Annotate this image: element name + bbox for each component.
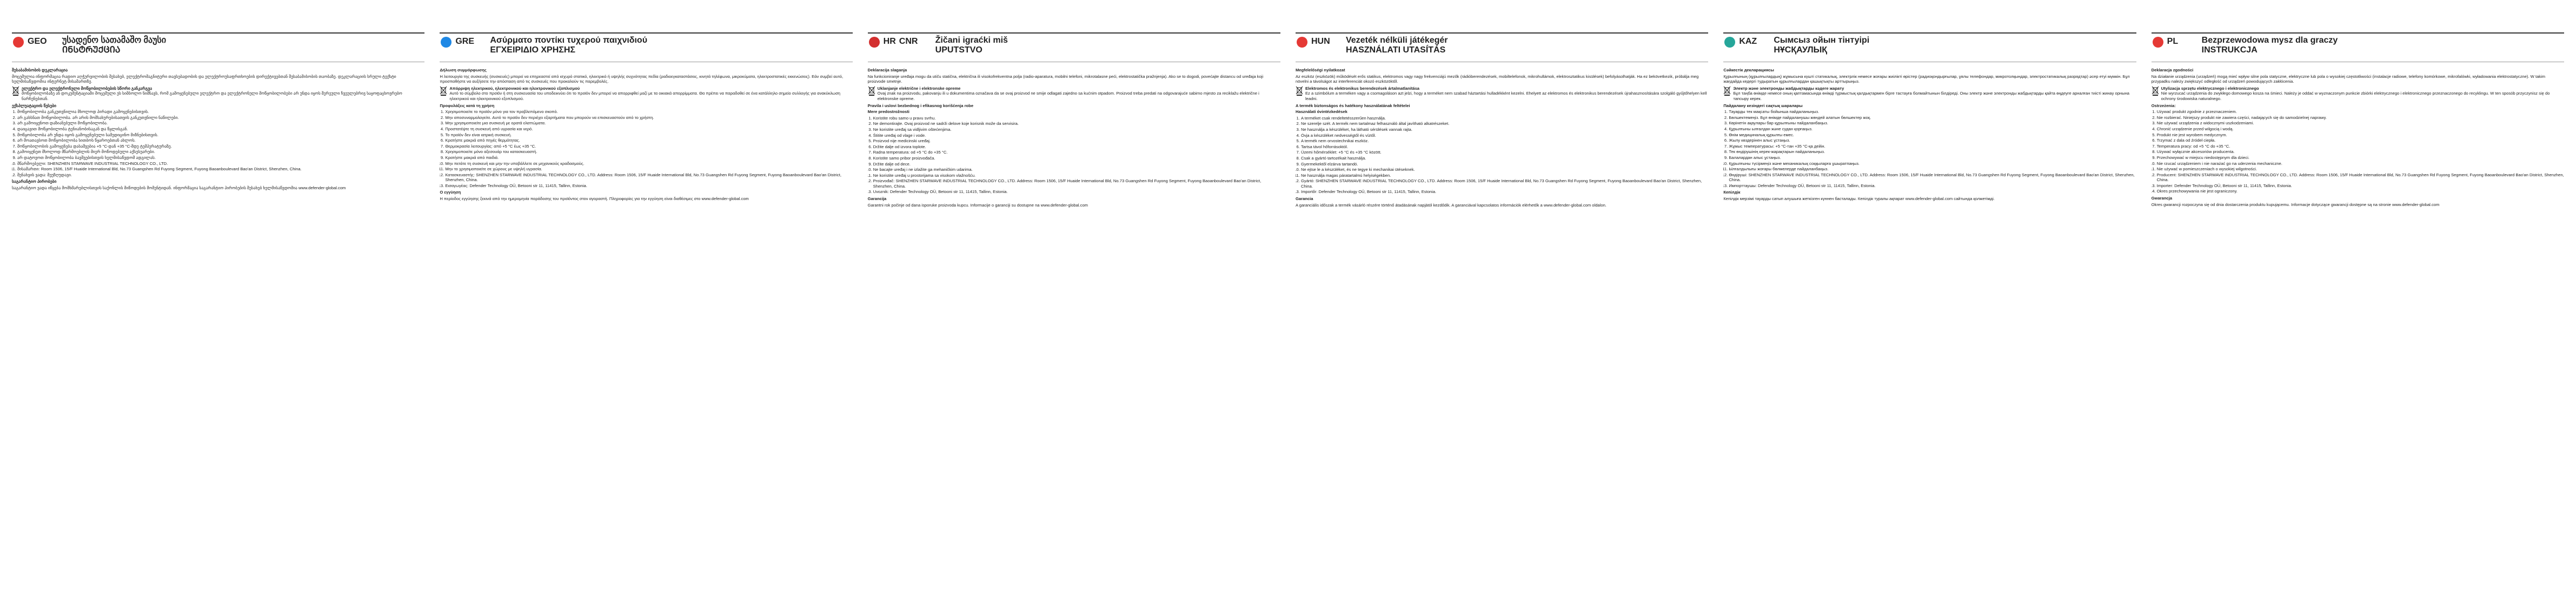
crossed-bin-icon [1296, 86, 1303, 96]
list-item: 6. Držite dalje od izvora toplote. [873, 144, 1280, 150]
paragraph: Garantni rok počinje od dana isporuke proizvoda kupcu. Informacije o garanciji su dostupne na www.defender-global.com [867, 202, 1088, 208]
flag-icon [1297, 37, 1307, 48]
product-title: Ασύρματο ποντίκι τυχερού παιχνιδιού [490, 36, 648, 45]
list-item: 5. Το προϊόν δεν είναι ιατρική συσκευή. [445, 132, 852, 138]
list-item: 12. Gyártó: SHENZHEN STARWAVE INDUSTRIAL TECHNOLOGY CO., LTD. Address: Room 1506, 15/F Huaide International Bld, No.73 Guangshen Rd Fuyong Segment, Fuyong Baoanboulevard Bao'an District, Shenzhen, China. [1301, 178, 1708, 189]
section-heading: Garancia [1295, 196, 1313, 202]
language-code [1311, 36, 1346, 46]
paragraph: Құрылғының (құрылғылардың) жұмысына күшті статикалық, электрлік немесе жоғары жиілікті өрістер (радиоқондырғылар, ұялы телефондар, микротолқындар, электростатикалық разрядтар) әсер етуі мүмкін. Бұл жағдайда кедергі тудыратын құрылғылардан қашықтықты арттырыңыз. [1723, 74, 2130, 84]
precautions-list [1296, 116, 1708, 195]
column-header [12, 34, 424, 62]
list-item: 10. Құрылғыны түсірмеңіз және механикалық соққыларға ұшыратпаңыз. [1729, 161, 2136, 167]
precautions-list [440, 109, 852, 188]
crossed-bin-icon [2152, 86, 2159, 96]
section-heading: Gwarancja [2151, 196, 2173, 201]
list-item: 2. არ გახსნათ მოწყობილობა. არ არის მომსახურებისათვის განკუთვნილი ნაწილები. [17, 115, 424, 121]
section-heading: A termék biztonságos és hatékony használatának feltételei [1295, 103, 1410, 108]
paragraph: A garanciális időszak a termék vásárló részére történő átadásának napjától kezdődik. A garanciával kapcsolatos információk elérhetők a www.defender-global.com oldalon. [1295, 202, 1606, 208]
notice-text: Бұл таңба өнімде немесе оның қаптамасында өнімді тұрмыстық қалдықтармен бірге тастауға болмайтынын білдіреді. Оны электр және электронды жабдықтарды қайта өңдеуге арналған тиісті жинау орнына тапсыру керек. [1733, 91, 2129, 101]
section-heading: Ostrzeżenia: [2151, 103, 2176, 108]
section-heading: Mere predostrožnosti [867, 109, 909, 115]
list-item: 10. Ne bacajte uređaj i ne izlažite ga mehaničkim udarima. [873, 167, 1280, 172]
notice-title: Απόρριψη ηλεκτρικού, ηλεκτρονικού και ηλεκτρονικού εξοπλισμού [449, 85, 580, 91]
list-item: 11. Ылғалдылығы жоғары бөлмелерде пайдаланбаңыз. [1729, 167, 2136, 172]
column-body [868, 62, 1280, 208]
paragraph: Okres gwarancji rozpoczyna się od dnia dostarczenia produktu kupującemu. Informacje dotyczące gwarancji dostępne są na stronie www.defender-global.com [2151, 202, 2440, 207]
list-item: 5. Proizvod nije medicinski uređaj. [873, 138, 1280, 144]
paragraph: მოცემულია ინფორმაცია რადიო აღჭურვილობის შესახებ, ელექტრომაგნიტური თავსებადობის და ელექტროუსაფრთხოების დირექტივებთან შესაბამისობის თაობაზე. დეკლარაციის სრული ტექსტი ხელმისაწვდომია ინტერნეტ მისამართზე. [12, 74, 396, 84]
paragraph: Na działanie urządzenia (urządzeń) mogą mieć wpływ silne pola statyczne, elektryczne lub pola o wysokiej częstotliwości (instalacje radiowe, telefony komórkowe, mikrofalówki, wyładowania elektrostatyczne). W takim przypadku należy zwiększyć odległość od urządzeń powodujących zakłócenia. [2151, 74, 2546, 84]
section-heading: Ο εγγύηση [440, 190, 461, 195]
notice-title: Электр және электронды жабдықтарды кәдеге жарату [1733, 85, 1844, 91]
section-heading: Deklaracja zgodności [2151, 68, 2194, 72]
list-item: 11. Μην το χρησιμοποιείτε σε χώρους με υψηλή υγρασία. [445, 167, 852, 172]
precautions-list [1723, 109, 2136, 188]
language-code [2167, 36, 2202, 46]
column-header [440, 34, 852, 62]
list-item: 12. Κατασκευαστής: SHENZHEN STARWAVE INDUSTRIAL TECHNOLOGY CO., LTD. Address: Room 1506, 15/F Huaide International Bld, No.73 Guangshen Rd Fuyong Segment, Fuyong Baoanboulevard Bao'an District, Shenzhen, China. [445, 172, 852, 183]
section-heading: Használati óvintézkedések [1295, 109, 1347, 115]
product-title: Žičani igraćki miš [935, 36, 1008, 45]
language-column [1723, 32, 2136, 594]
disposal-notice [12, 86, 424, 102]
flag-icon [2153, 37, 2163, 48]
column-body [440, 62, 852, 202]
list-item: 9. Κρατήστε μακριά από παιδιά. [445, 155, 852, 161]
list-item: 2. Nie rozbierać. Niniejszy produkt nie zawiera części, nadających się do samodzielnej naprawy. [2157, 115, 2564, 121]
product-title: Bezprzewodowa mysz dla graczy [2201, 36, 2338, 45]
column-body [1723, 62, 2136, 202]
product-titles [935, 36, 1008, 55]
list-item: 4. Štitite uređaj od vlage i vode. [873, 133, 1280, 138]
precautions-list [2152, 109, 2564, 194]
manual-title: ᲘᲜᲡᲢᲠᲣᲥᲪᲘᲐ [62, 45, 121, 55]
section-heading: შესაბამისობის დეკლარაცია [12, 68, 68, 72]
list-item: 8. Тек өндірушінің керек-жарақтарын пайдаланыңыз. [1729, 149, 2136, 155]
list-item: 14. Okres przechowywania nie jest ograniczony. [2157, 189, 2564, 194]
crossed-bin-icon [12, 86, 19, 96]
notice-text: Ez a szimbólum a terméken vagy a csomagoláson azt jelzi, hogy a terméket nem szabad háztartási hulladékként kezelni. Ehelyett az elektromos és elektronikus berendezések újrahasznosítására szolgáló gyűjtőhelyen kell leadni. [1305, 91, 1707, 101]
list-item: 5. Produkt nie jest wyrobem medycznym. [2157, 132, 2564, 138]
language-code-text: HUN [1311, 37, 1330, 46]
list-item: 1. Χρησιμοποιείτε το προϊόν μόνο για τον προβλεπόμενο σκοπό. [445, 109, 852, 115]
flag-icon [1724, 37, 1735, 48]
list-item: 2. Бөлшектемеңіз. Бұл өнімде пайдаланушы жөндей алатын бөлшектер жоқ. [1729, 115, 2136, 121]
paragraph: Η λειτουργία της συσκευής (συσκευές) μπορεί να επηρεαστεί από ισχυρό στατικό, ηλεκτρικό ή υψηλής συχνότητας πεδία (ραδιοεγκαταστάσεις, κινητά τηλέφωνα, μικροκύματα, ηλεκτροστατικές εκκενώσεις). Εάν συμβεί αυτό, προσπαθήστε να αυξήσετε την απόσταση από τις συσκευές που προκαλούν τις παρεμβολές. [440, 74, 844, 84]
list-item: 4. Құрылғыны ылғалдан және судан қорғаңыз. [1729, 127, 2136, 132]
paragraph: Η περίοδος εγγύησης ξεκινά από την ημερομηνία παράδοσης του προϊόντος στον αγοραστή. Πληροφορίες για την εγγύηση είναι διαθέσιμες στο www.defender-global.com [440, 196, 749, 202]
list-item: 12. Producent: SHENZHEN STARWAVE INDUSTRIAL TECHNOLOGY CO., LTD. Address: Room 1506, 15/F Huaide International Bld, No.73 Guangshen Rd Fuyong Segment, Fuyong Baoanboulevard Bao'an District, Shenzhen, China. [2157, 172, 2564, 183]
list-item: 7. მოწყობილობის გამოყენება დასაშვებია +5 °C-დან +35 °C-მდე ტემპერატურაზე. [17, 144, 424, 149]
column-body [2152, 62, 2564, 207]
list-item: 3. არ გამოიყენოთ დაზიანებული მოწყობილობა. [17, 121, 424, 126]
disposal-notice [2152, 86, 2564, 102]
language-column [12, 32, 424, 594]
product-title: Vezeték nélküli játékegér [1345, 36, 1448, 45]
list-item: 6. Жылу көздерінен алыс ұстаңыз. [1729, 138, 2136, 143]
manual-title: UPUTSTVO [935, 45, 982, 55]
section-heading: Сәйкестік декларациясы [1723, 68, 1774, 72]
list-item: 8. Używać wyłącznie akcesoriów producenta. [2157, 149, 2564, 155]
list-item: 3. Көрінетін ақаулары бар құрылғыны пайдаланбаңыз. [1729, 121, 2136, 126]
language-code-text: HR [883, 37, 896, 46]
language-code [884, 36, 935, 46]
notice-text: Nie wyrzucać urządzenia do zwykłego domowego kosza na śmieci. Należy je oddać w wyznaczonym punkcie zbiórki elektrycznego i elektronicznego przeznaczonego do recyklingu. W ten sposób przyczynisz się do ochrony środowiska naturalnego. [2161, 91, 2550, 101]
flag-icon [13, 37, 24, 48]
paragraph: Кепілдік мерзімі тауарды сатып алушыға жеткізген күннен басталады. Кепілдік туралы ақпарат www.defender-global.com сайтында қолжетімді. [1723, 196, 1995, 202]
list-item: 13. Importőr: Defender Technology OÜ, Betooni str 11, 11415, Tallinn, Estonia. [1301, 189, 1708, 195]
column-header [1723, 34, 2136, 62]
list-item: 13. Uvoznik: Defender Technology OÜ, Betooni str 11, 11415, Tallinn, Estonia. [873, 189, 1280, 195]
notice-text: მოწყობილობაზე ან დოკუმენტაციაში მოცემული ეს სიმბოლო ნიშნავს, რომ გამოყენებული ელექტრო და ელექტრონული მოწყობილობები არ უნდა იყოს შერეული ჩვეულებრივ საყოფაცხოვრებო ნარჩენებთან. [22, 91, 402, 101]
precautions-list [868, 116, 1280, 195]
list-item: 7. Θερμοκρασία λειτουργίας: από +5 °C έως +35 °C. [445, 144, 852, 149]
list-item: 10. Μην πετάτε τη συσκευή και μην την υποβάλλετε σε μηχανικούς κραδασμούς. [445, 161, 852, 167]
product-titles [62, 36, 166, 55]
disposal-notice [1723, 86, 2136, 102]
list-item: 1. Koristite robu samo u pravu svrhu. [873, 116, 1280, 121]
column-body [12, 62, 424, 190]
list-item: 9. არ დატოვოთ მოწყობილობა ბავშვებისთვის ხელმისაწვდომ ადგილას. [17, 155, 424, 161]
list-item: 11. Ne koristite uređaj u prostorijama sa visokom vlažnošću. [873, 173, 1280, 178]
list-item: 7. Temperatura pracy: od +5 °C do +35 °C. [2157, 144, 2564, 149]
list-item: 8. გამოიყენეთ მხოლოდ მწარმოებლის მიერ მოწოდებული აქსესუარები. [17, 149, 424, 155]
list-item: 13. Importer: Defender Technology OÜ, Betooni str 11, 11415, Tallinn, Estonia. [2157, 183, 2564, 189]
list-item: 2. Ne demontirajte. Ovaj proizvod ne sadrži delove koje korisnik može da servisira. [873, 121, 1280, 127]
manual-title: HASZNÁLATI UTASÍTÁS [1345, 45, 1446, 55]
list-item: 4. Προστατέψτε τη συσκευή από υγρασία και νερό. [445, 127, 852, 132]
list-item: 4. Chronić urządzenie przed wilgocią i wodą. [2157, 127, 2564, 132]
section-heading: Pravila i uslovi bezbednog i efikasnog korišćenja robe [867, 103, 974, 108]
language-code-secondary: CNR [899, 37, 918, 46]
list-item: 2. Ne szerelje szét. A termék nem tartalmaz felhasználó által javítható alkatrészeket. [1301, 121, 1708, 127]
column-header [2152, 34, 2564, 62]
notice-title: Elektromos és elektronikus berendezések ártalmatlanítása [1305, 85, 1420, 91]
list-item: 12. შენახვის ვადა: შეუზღუდავი. [17, 172, 424, 178]
list-item: 1. მოწყობილობა განკუთვნილია მხოლოდ პირადი გამოყენებისთვის. [17, 109, 424, 115]
product-titles [2202, 36, 2338, 55]
section-heading: ექსპლუატაციის წესები [12, 103, 57, 108]
language-column [440, 32, 852, 594]
flag-icon [441, 37, 452, 48]
manual-title: ΕΓΧΕΙΡΙΔΙΟ ΧΡΗΣΗΣ [490, 45, 576, 55]
section-heading: Garancija [867, 196, 887, 202]
list-item: 5. Өнім медициналық құрылғы емес. [1729, 132, 2136, 138]
list-item: 10. მწარმოებელი: SHENZHEN STARWAVE INDUSTRIAL TECHNOLOGY CO., LTD. [17, 161, 424, 167]
flag-icon [869, 37, 880, 48]
language-code [1739, 36, 1774, 46]
manual-title: INSTRUKCJA [2201, 45, 2258, 55]
list-item: 13. Импорттаушы: Defender Technology OÜ, Betooni str 11, 11415, Tallinn, Estonia. [1729, 183, 2136, 189]
list-item: 3. Ne koristite uređaj sa vidljivim oštećenjima. [873, 127, 1280, 132]
section-heading: საგარანტიო პირობები [12, 179, 57, 184]
disposal-notice [440, 86, 852, 102]
list-item: 8. Csak a gyártó tartozékait használja. [1301, 156, 1708, 161]
list-item: 1. A terméket csak rendeltetésszerűen használja. [1301, 116, 1708, 121]
section-heading: Пайдалану кезіндегі сақтық шаралары [1723, 103, 1803, 108]
list-item: 8. Koristite samo pribor proizvođača. [873, 156, 1280, 161]
list-item: 4. Óvja a készüléket nedvességtől és víztől. [1301, 133, 1708, 138]
list-item: 9. Držite dalje od dece. [873, 162, 1280, 167]
language-column [868, 32, 1280, 594]
list-item: 7. Radna temperatura: od +5 °C do +35 °C. [873, 150, 1280, 155]
list-item: 5. A termék nem orvostechnikai eszköz. [1301, 138, 1708, 144]
list-item: 3. Nie używać urządzenia z widocznymi uszkodzeniami. [2157, 121, 2564, 126]
list-item: 9. Przechowywać w miejscu niedostępnym dla dzieci. [2157, 155, 2564, 161]
list-item: 4. დაიცავით მოწყობილობა ტენიანობისაგან და წყლისგან. [17, 127, 424, 132]
list-item: 7. Üzemi hőmérséklet: +5 °C és +35 °C között. [1301, 150, 1708, 155]
language-code-text: PL [2167, 37, 2179, 46]
disposal-notice [868, 86, 1280, 102]
language-code-text: KAZ [1739, 37, 1757, 46]
list-item: 1. Тауарды тек мақсаты бойынша пайдаланыңыз. [1729, 109, 2136, 115]
product-titles [1774, 36, 1869, 55]
list-item: 12. Proizvođač: SHENZHEN STARWAVE INDUSTRIAL TECHNOLOGY CO., LTD. Address: Room 1506, 15/F Huaide International Bld, No.73 Guangshen Rd Fuyong Segment, Fuyong Baoanboulevard Bao'an District, Shenzhen, China. [873, 178, 1280, 189]
language-code [28, 36, 62, 46]
list-item: 6. Tartsa távol hőforrásoktól. [1301, 144, 1708, 150]
disposal-notice [1296, 86, 1708, 102]
language-code-text: GRE [455, 37, 474, 46]
list-item: 6. Trzymać z dala od źródeł ciepła. [2157, 138, 2564, 143]
list-item: 11. Nie używać w pomieszczeniach o wysokiej wilgotności. [2157, 167, 2564, 172]
paragraph: Az eszköz (eszközök) működését erős statikus, elektromos vagy nagy frekvenciájú mezők (rádióberendezések, mobiltelefonok, mikrohullámok, elektrosztatikus kisülések) befolyásolhatják. Ha ez bekövetkezik, próbálja meg növelni a távolságot az interferenciát okozó eszközöktől. [1295, 74, 1699, 84]
list-item: 6. არ მოათავსოთ მოწყობილობა სითბოს წყაროებთან ახლოს. [17, 138, 424, 143]
list-item: 11. მისამართი: Room 1506, 15/F Huaide International Bld, No.73 Guangshen Rd Fuyong Segment, Fuyong Baoanboulevard Bao'an District, Shenzhen, China. [17, 167, 424, 172]
list-item: 3. Ne használja a készüléket, ha látható sérülések vannak rajta. [1301, 127, 1708, 132]
product-title: უსადენო სათამაშო მაუსი [62, 36, 167, 45]
list-item: 2. Μην αποσυναρμολογείτε. Αυτό το προϊόν δεν περιέχει εξαρτήματα που μπορούν να επισκευαστούν από το χρήστη. [445, 115, 852, 121]
product-titles [1346, 36, 1448, 55]
notice-text: Αυτό το σύμβολο στο προϊόν ή στη συσκευασία του υποδεικνύει ότι το προϊόν δεν μπορεί να απορριφθεί μαζί με τα οικιακά απορρίμματα. Θα πρέπει να παραδοθεί σε ένα κατάλληλο σημείο συλλογής για ανακύκλωση ηλεκτρικού και ηλεκτρονικού εξοπλισμού. [449, 91, 841, 101]
list-item: 12. Өндіруші: SHENZHEN STARWAVE INDUSTRIAL TECHNOLOGY CO., LTD. Address: Room 1506, 15/F Huaide International Bld, No.73 Guangshen Rd Fuyong Segment, Fuyong Baoanboulevard Bao'an District, Shenzhen, China. [1729, 172, 2136, 183]
section-heading: Δήλωση συμμόρφωσης [440, 68, 487, 72]
list-item: 3. Μην χρησιμοποιείτε μια συσκευή με ορατά ελαττώματα. [445, 121, 852, 126]
list-item: 1. Używać produkt zgodnie z przeznaczeniem. [2157, 109, 2564, 115]
crossed-bin-icon [868, 86, 875, 96]
notice-title: Utylizacja sprzętu elektrycznego i elektronicznego [2161, 85, 2259, 91]
column-body [1296, 62, 1708, 208]
list-item: 9. Балалардан алыс ұстаңыз. [1729, 155, 2136, 161]
column-header [868, 34, 1280, 62]
language-code [455, 36, 490, 46]
list-item: 6. Κρατήστε μακριά από πηγές θερμότητας. [445, 138, 852, 143]
crossed-bin-icon [1723, 86, 1731, 96]
paragraph: Na funkcioniranje uređaja mogu da utiču statična, električna ili visokofrekventna polja (radio-aparatura, mobilni telefoni, mikrotalasne peći, elektrostatička pražnjenja). Ako se to dogodi, povećajte distancu od uređaja koji proizvode smetnje. [867, 74, 1264, 84]
product-titles [490, 36, 647, 55]
notice-title: ელექტრო და ელექტრონული მოწყობილობების სწორი განკარგვა [22, 85, 152, 91]
list-item: 5. მოწყობილობა არ უნდა იყოს გამოყენებული სამედიცინო მიზნებისთვის. [17, 132, 424, 138]
list-item: 9. Gyermekektől elzárva tartandó. [1301, 162, 1708, 167]
notice-text: Ovaj znak na proizvodu, pakovanju ili u dokumentima označava da se ovaj proizvod ne smije odlagati zajedno sa kućnim otpadom. Proizvod treba predati na odgovarajuće sabirno mjesto za reciklažu električne i elektronske opreme. [877, 91, 1259, 101]
section-heading: Кепілдік [1723, 190, 1741, 195]
language-column [1296, 32, 1708, 594]
notice-title: Uklanjanje električne i elektronske opreme [877, 85, 961, 91]
column-header [1296, 34, 1708, 62]
manual-title: НҰСҚАУЛЫҚ [1774, 45, 1828, 55]
language-column [2152, 32, 2564, 594]
list-item: 13. Εισαγωγέας: Defender Technology OÜ, Betooni str 11, 11415, Tallinn, Estonia. [445, 183, 852, 189]
precautions-list [12, 109, 424, 177]
list-item: 10. Ne ejtse le a készüléket, és ne tegye ki mechanikai ütéseknek. [1301, 167, 1708, 172]
list-item: 10. Nie rzucać urządzeniem i nie narażać go na uderzenia mechaniczne. [2157, 161, 2564, 167]
crossed-bin-icon [440, 86, 447, 96]
list-item: 7. Жұмыс температурасы: +5 °C-тан +35 °C-қа дейін. [1729, 144, 2136, 149]
section-heading: Megfelelőségi nyilatkozat [1295, 68, 1345, 72]
language-code-text: GEO [28, 37, 47, 46]
product-title: Сымсыз ойын тінтуірі [1774, 36, 1870, 45]
section-heading: Deklaracija slaganja [867, 68, 907, 72]
section-heading: Προφυλάξεις κατά τη χρήση [440, 103, 495, 108]
paragraph: საგარანტიო ვადა იწყება მომხმარებლისთვის საქონლის მიწოდების მომენტიდან. ინფორმაცია საგარანტიო პირობების შესახებ ხელმისაწვდომია www.defender-global.com [12, 185, 346, 190]
list-item: 11. Ne használja magas páratartalmú helyiségekben. [1301, 173, 1708, 178]
list-item: 8. Χρησιμοποιείτε μόνο αξεσουάρ του κατασκευαστή. [445, 149, 852, 155]
